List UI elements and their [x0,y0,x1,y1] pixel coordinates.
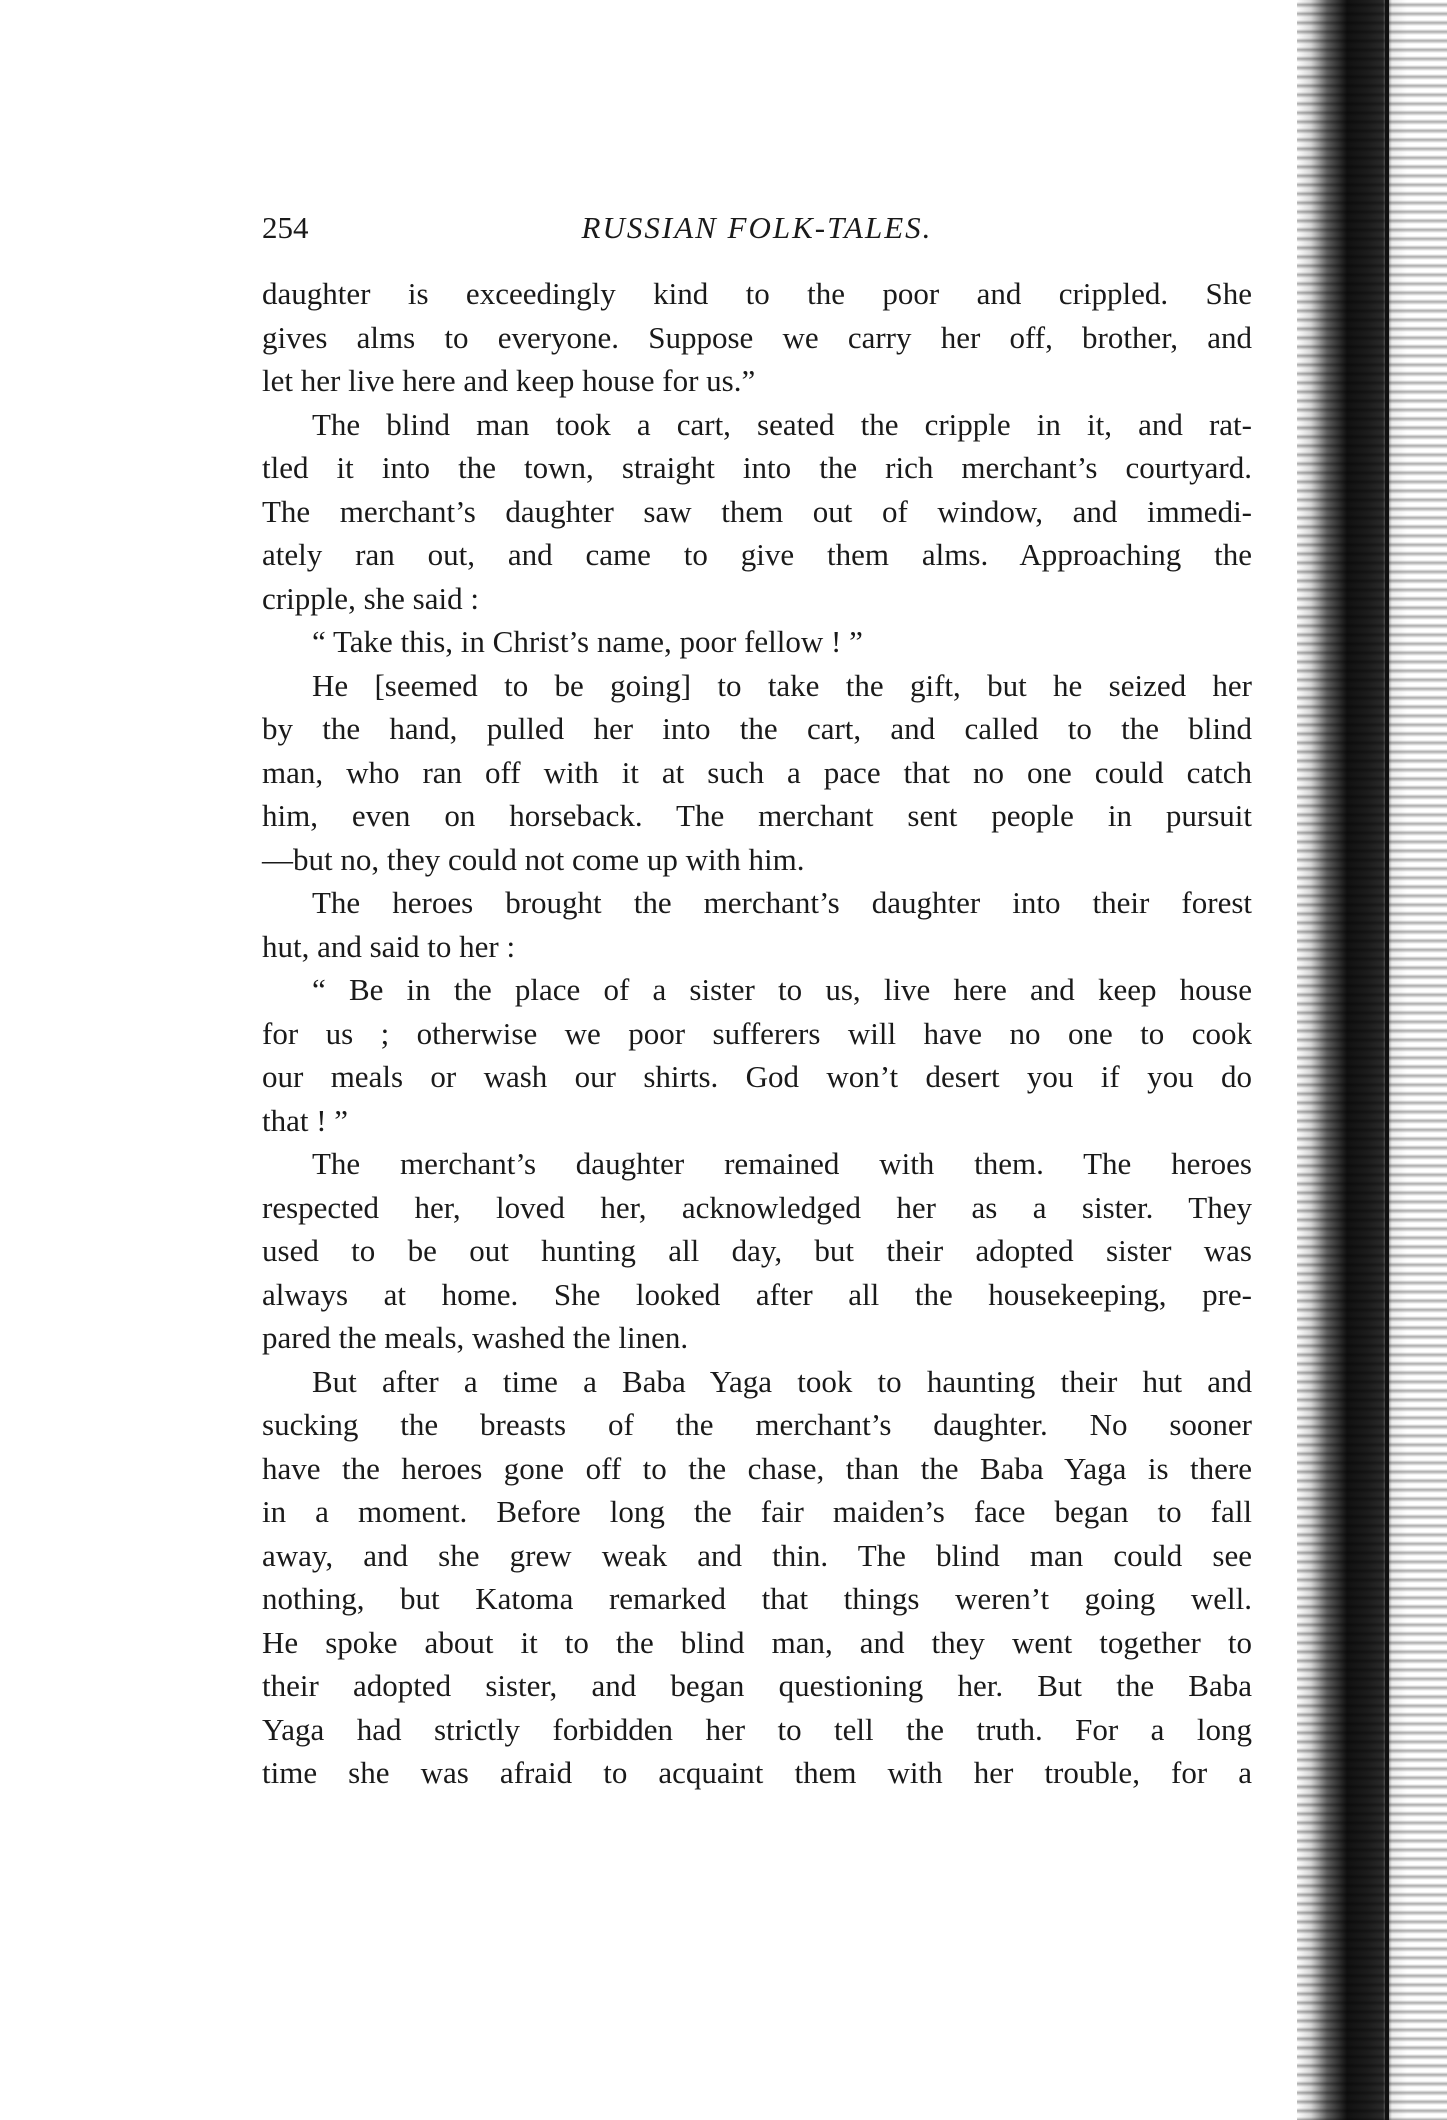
page-header [262,210,1252,250]
text-line: “ Be in the place of a sister to us, live here and keep house [312,972,1252,1007]
page-number: 254 [262,210,309,245]
text-line: by the hand, pulled her into the cart, and called to the blind [262,711,1252,746]
text-line: let her live here and keep house for us.” [262,363,756,398]
body-text [262,272,1252,1795]
text-line: He [seemed to be going] to take the gift, but he seized her [312,667,1252,703]
text-line: him, even on horseback. The merchant sent people in pursuit [262,798,1252,833]
text-line: respected her, loved her, acknowledged her as a sister. They [262,1189,1252,1225]
text-line: that ! ” [262,1102,349,1138]
text-line: pared the meals, washed the linen. [262,1320,689,1355]
text-line: sucking the breasts of the merchant’s daughter. No sooner [262,1407,1252,1442]
text-line: The blind man took a cart, seated the cripple in it, and rat- [312,406,1252,442]
text-line: away, and she grew weak and thin. The blind man could see [262,1537,1252,1573]
text-line: time she was afraid to acquaint them with her trouble, for a [262,1755,1252,1790]
text-line: gives alms to everyone. Suppose we carry her off, brother, and [262,319,1252,355]
text-line: always at home. She looked after all the housekeeping, pre- [262,1276,1252,1312]
text-line: The merchant’s daughter remained with them. The heroes [312,1146,1252,1181]
text-line: He spoke about it to the blind man, and they went together to [262,1624,1252,1660]
running-title: RUSSIAN FOLK-TALES. [581,210,933,245]
book-binding-shadow [1297,0,1447,2120]
text-line: our meals or wash our shirts. God won’t desert you if you do [262,1059,1252,1094]
text-line: ately ran out, and came to give them alms. Approaching the [262,537,1252,572]
text-line: The heroes brought the merchant’s daughter into their forest [312,885,1252,920]
text-line: in a moment. Before long the fair maiden’s face began to fall [262,1494,1252,1529]
text-line: for us ; otherwise we poor sufferers will have no one to cook [262,1015,1252,1051]
text-line: their adopted sister, and began questioning her. But the Baba [262,1668,1252,1703]
text-line: Yaga had strictly forbidden her to tell the truth. For a long [262,1711,1252,1747]
text-line: “ Take this, in Christ’s name, poor fellow ! ” [312,624,863,659]
text-line: daughter is exceedingly kind to the poor and crippled. She [262,276,1252,311]
text-line: But after a time a Baba Yaga took to haunting their hut and [312,1363,1252,1399]
text-line: hut, and said to her : [262,928,516,964]
text-line: man, who ran off with it at such a pace that no one could catch [262,754,1252,790]
text-line: tled it into the town, straight into the rich merchant’s courtyard. [262,450,1252,485]
text-line: —but no, they could not come up with him. [262,841,805,877]
text-line: used to be out hunting all day, but their adopted sister was [262,1233,1252,1268]
text-line: The merchant’s daughter saw them out of window, and immedi- [262,493,1252,529]
text-line: have the heroes gone off to the chase, than the Baba Yaga is there [262,1450,1252,1486]
text-line: cripple, she said : [262,580,479,616]
text-line: nothing, but Katoma remarked that things weren’t going well. [262,1581,1252,1616]
